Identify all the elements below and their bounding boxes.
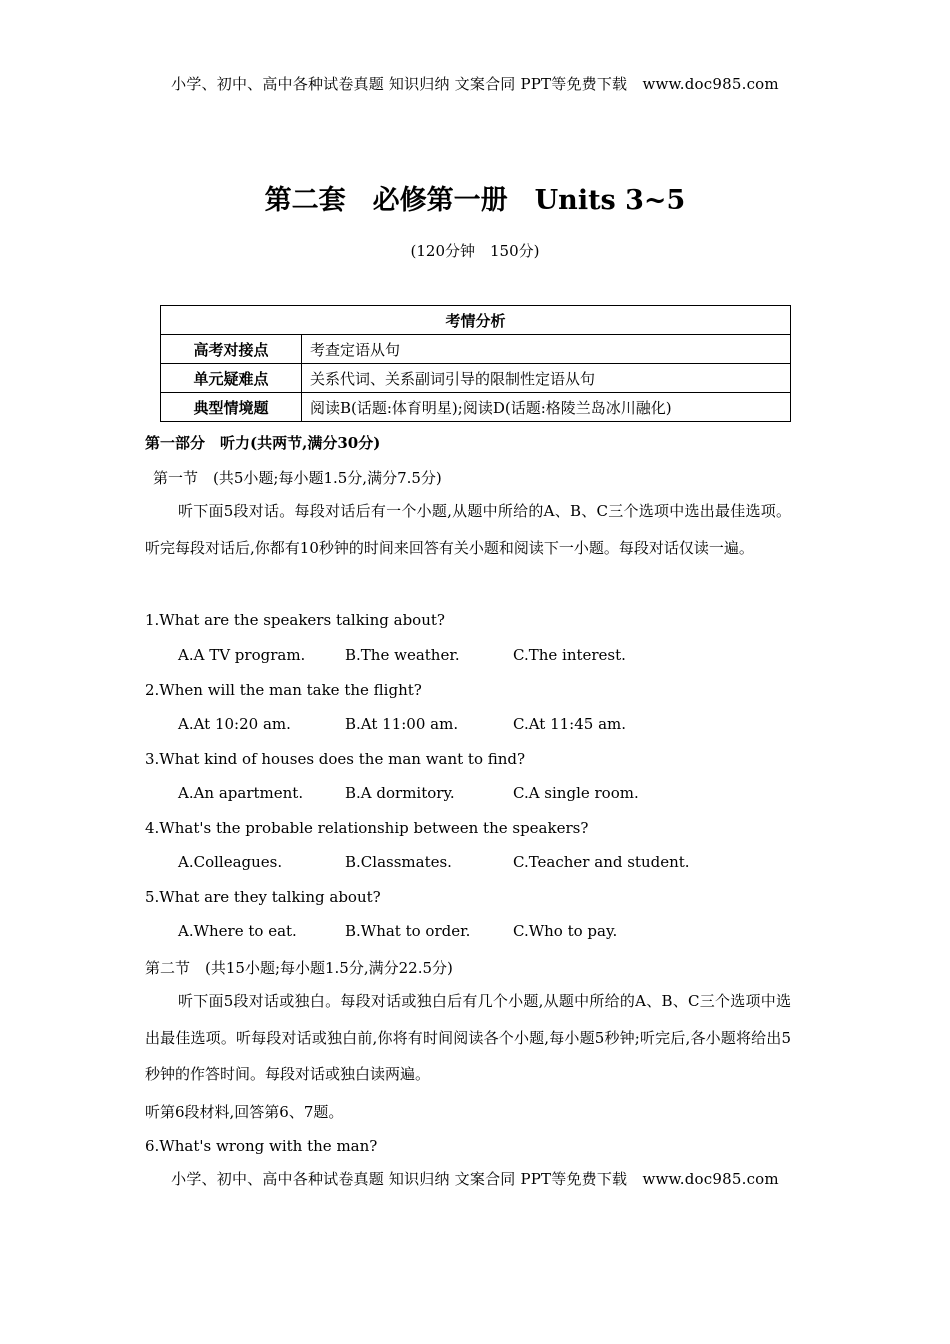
- option-b: B.The weather.: [345, 646, 460, 664]
- question-stem: 4.What's the probable relationship between the speakers?: [145, 819, 589, 837]
- analysis-table-heading: 考情分析: [161, 306, 791, 335]
- material-label: 听第6段材料,回答第6、7题。: [145, 1103, 344, 1121]
- option-b: B.A dormitory.: [345, 784, 455, 802]
- option-c: C.A single room.: [513, 784, 639, 802]
- option-a: A.A TV program.: [178, 646, 306, 664]
- table-row: [161, 364, 791, 393]
- option-c: C.Who to pay.: [513, 922, 618, 940]
- option-c: C.Teacher and student.: [513, 853, 690, 871]
- page-footer: 小学、初中、高中各种试卷真题 知识归纳 文案合同 PPT等免费下载 www.doc985.com: [171, 1170, 779, 1188]
- analysis-key: 高考对接点: [161, 335, 302, 364]
- question-stem: 6.What's wrong with the man?: [145, 1137, 378, 1155]
- question-stem: 1.What are the speakers talking about?: [145, 611, 445, 629]
- table-row: [161, 393, 791, 422]
- part1-heading: 第一部分 听力(共两节,满分30分): [145, 434, 381, 452]
- option-c: C.At 11:45 am.: [513, 715, 627, 733]
- option-a: A.An apartment.: [178, 784, 304, 802]
- question-stem: 5.What are they talking about?: [145, 888, 381, 906]
- option-c: C.The interest.: [513, 646, 626, 664]
- page-header: 小学、初中、高中各种试卷真题 知识归纳 文案合同 PPT等免费下载 www.doc985.com: [171, 75, 779, 93]
- section1-heading: 第一节 (共5小题;每小题1.5分,满分7.5分): [153, 469, 442, 487]
- section2-heading: 第二节 (共15小题;每小题1.5分,满分22.5分): [145, 959, 453, 977]
- analysis-value: 关系代词、关系副词引导的限制性定语从句: [302, 364, 791, 393]
- analysis-value: 考查定语从句: [302, 335, 791, 364]
- question-stem: 2.When will the man take the flight?: [145, 681, 422, 699]
- option-b: B.What to order.: [345, 922, 471, 940]
- option-a: A.Where to eat.: [178, 922, 297, 940]
- section2-instructions: 听下面5段对话或独白。每段对话或独白后有几个小题,从题中所给的A、B、C三个选项中选出最佳选项。听每段对话或独白前,你将有时间阅读各个小题,每小题5秒钟;听完后,各小题将给出5秒钟的作答时间。每段对话或独白读两遍。: [145, 992, 791, 1083]
- analysis-table: [160, 305, 791, 422]
- option-a: A.Colleagues.: [178, 853, 283, 871]
- option-b: B.At 11:00 am.: [345, 715, 459, 733]
- option-b: B.Classmates.: [345, 853, 452, 871]
- analysis-key: 单元疑难点: [161, 364, 302, 393]
- analysis-key: 典型情境题: [161, 393, 302, 422]
- table-row: [161, 335, 791, 364]
- section1-instructions: 听下面5段对话。每段对话后有一个小题,从题中所给的A、B、C三个选项中选出最佳选项。听完每段对话后,你都有10秒钟的时间来回答有关小题和阅读下一小题。每段对话仅读一遍。: [145, 502, 791, 557]
- page-title: 第二套 必修第一册 Units 3~5: [264, 185, 686, 216]
- analysis-value: 阅读B(话题:体育明星);阅读D(话题:格陵兰岛冰川融化): [302, 393, 791, 422]
- exam-duration-score: (120分钟 150分): [410, 242, 540, 260]
- question-stem: 3.What kind of houses does the man want to find?: [145, 750, 526, 768]
- option-a: A.At 10:20 am.: [178, 715, 291, 733]
